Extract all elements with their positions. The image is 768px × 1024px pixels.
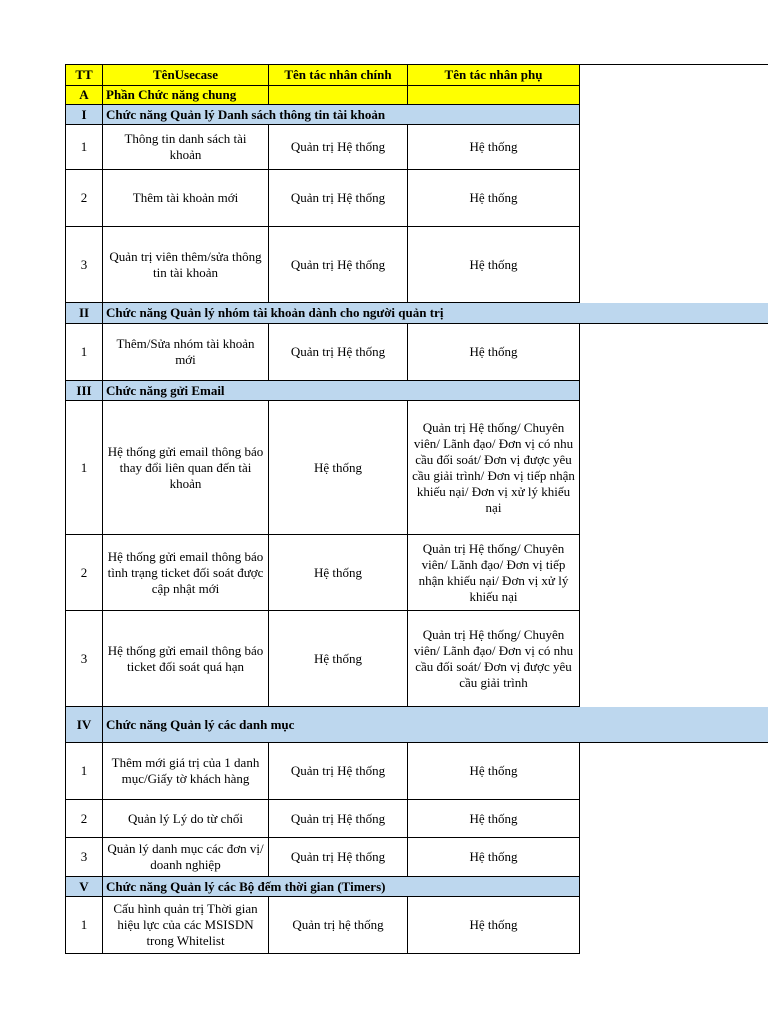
row-actor-sub[interactable]: Quản trị Hệ thống/ Chuyên viên/ Lãnh đạo/ Đơn vị tiếp nhận khiếu nại/ Đơn vị xử lý khiếu nại	[408, 535, 580, 611]
row-tt[interactable]: 2	[65, 535, 103, 611]
row-actor-main[interactable]: Quản trị Hệ thống	[269, 743, 408, 800]
header-usecase[interactable]: TênUsecase	[103, 65, 269, 86]
row-usecase[interactable]: Hệ thống gửi email thông báo tình trạng ticket đối soát được cập nhật mới	[103, 535, 269, 611]
group-row-i	[65, 105, 768, 125]
row-usecase[interactable]: Thêm mới giá trị của 1 danh mục/Giấy tờ khách hàng	[103, 743, 269, 800]
group-title[interactable]: Chức năng Quản lý các danh mục	[103, 707, 768, 743]
group-row-iv	[65, 707, 768, 743]
table-row	[65, 838, 768, 877]
row-usecase[interactable]: Quản trị viên thêm/sửa thông tin tài khoản	[103, 227, 269, 303]
row-usecase[interactable]: Quản lý danh mục các đơn vị/ doanh nghiệp	[103, 838, 269, 877]
row-actor-main[interactable]: Hệ thống	[269, 401, 408, 535]
table-row	[65, 800, 768, 838]
row-usecase[interactable]: Thêm tài khoản mới	[103, 170, 269, 227]
row-tt[interactable]: 3	[65, 227, 103, 303]
row-actor-main[interactable]: Quản trị Hệ thống	[269, 227, 408, 303]
row-tt[interactable]: 2	[65, 800, 103, 838]
section-a-title[interactable]: Phần Chức năng chung	[103, 86, 269, 105]
row-actor-main[interactable]: Quản trị Hệ thống	[269, 800, 408, 838]
row-actor-sub[interactable]: Hệ thống	[408, 743, 580, 800]
row-tt[interactable]: 1	[65, 324, 103, 381]
group-code[interactable]: IV	[65, 707, 103, 743]
table-row	[65, 227, 768, 303]
row-actor-sub[interactable]: Quản trị Hệ thống/ Chuyên viên/ Lãnh đạo/ Đơn vị có nhu cầu đối soát/ Đơn vị được yêu cầu giải trình/ Đơn vị tiếp nhận khiếu nại/ Đơn vị xử lý khiếu nại	[408, 401, 580, 535]
group-title[interactable]: Chức năng Quản lý nhóm tài khoản dành cho người quản trị	[103, 303, 768, 324]
group-code[interactable]: II	[65, 303, 103, 324]
row-actor-sub[interactable]: Hệ thống	[408, 170, 580, 227]
table-row	[65, 535, 768, 611]
section-a-empty-sub[interactable]	[408, 86, 580, 105]
row-actor-main[interactable]: Quản trị Hệ thống	[269, 125, 408, 170]
row-tt[interactable]: 1	[65, 743, 103, 800]
table-header-row	[65, 64, 768, 86]
table-row	[65, 743, 768, 800]
row-actor-sub[interactable]: Hệ thống	[408, 324, 580, 381]
table-row	[65, 324, 768, 381]
usecase-table	[65, 64, 768, 954]
row-tt[interactable]: 3	[65, 611, 103, 707]
table-row	[65, 170, 768, 227]
row-actor-sub[interactable]: Hệ thống	[408, 227, 580, 303]
table-row	[65, 401, 768, 535]
row-actor-sub[interactable]: Hệ thống	[408, 897, 580, 954]
group-code[interactable]: III	[65, 381, 103, 401]
row-actor-sub[interactable]: Quản trị Hệ thống/ Chuyên viên/ Lãnh đạo/ Đơn vị có nhu cầu đối soát/ Đơn vị được yêu cầu giải trình	[408, 611, 580, 707]
row-actor-main[interactable]: Quản trị Hệ thống	[269, 170, 408, 227]
row-actor-main[interactable]: Quản trị hệ thống	[269, 897, 408, 954]
group-row-iii	[65, 381, 768, 401]
row-tt[interactable]: 1	[65, 125, 103, 170]
table-row	[65, 611, 768, 707]
row-usecase[interactable]: Thông tin danh sách tài khoản	[103, 125, 269, 170]
group-code[interactable]: V	[65, 877, 103, 897]
row-actor-sub[interactable]: Hệ thống	[408, 125, 580, 170]
row-usecase[interactable]: Hệ thống gửi email thông báo thay đổi liên quan đến tài khoản	[103, 401, 269, 535]
group-code[interactable]: I	[65, 105, 103, 125]
row-usecase[interactable]: Quản lý Lý do từ chối	[103, 800, 269, 838]
group-row-v	[65, 877, 768, 897]
row-usecase[interactable]: Hệ thống gửi email thông báo ticket đối soát quá hạn	[103, 611, 269, 707]
row-tt[interactable]: 3	[65, 838, 103, 877]
row-tt[interactable]: 1	[65, 401, 103, 535]
row-tt[interactable]: 2	[65, 170, 103, 227]
row-actor-main[interactable]: Hệ thống	[269, 535, 408, 611]
header-actor-main[interactable]: Tên tác nhân chính	[269, 65, 408, 86]
group-title[interactable]: Chức năng gửi Email	[103, 381, 580, 401]
section-a-code[interactable]: A	[65, 86, 103, 105]
row-usecase[interactable]: Cấu hình quản trị Thời gian hiệu lực của các MSISDN trong Whitelist	[103, 897, 269, 954]
row-tt[interactable]: 1	[65, 897, 103, 954]
row-actor-main[interactable]: Quản trị Hệ thống	[269, 838, 408, 877]
row-usecase[interactable]: Thêm/Sửa nhóm tài khoản mới	[103, 324, 269, 381]
row-actor-sub[interactable]: Hệ thống	[408, 800, 580, 838]
group-row-ii	[65, 303, 768, 324]
table-row	[65, 897, 768, 954]
section-a-row	[65, 86, 768, 105]
table-row	[65, 125, 768, 170]
group-title[interactable]: Chức năng Quản lý các Bộ đếm thời gian (Timers)	[103, 877, 580, 897]
row-actor-main[interactable]: Quản trị Hệ thống	[269, 324, 408, 381]
header-actor-sub[interactable]: Tên tác nhân phụ	[408, 65, 580, 86]
group-title[interactable]: Chức năng Quản lý Danh sách thông tin tài khoản	[103, 105, 580, 125]
row-actor-sub[interactable]: Hệ thống	[408, 838, 580, 877]
row-actor-main[interactable]: Hệ thống	[269, 611, 408, 707]
header-tt[interactable]: TT	[65, 65, 103, 86]
section-a-empty-main[interactable]	[269, 86, 408, 105]
